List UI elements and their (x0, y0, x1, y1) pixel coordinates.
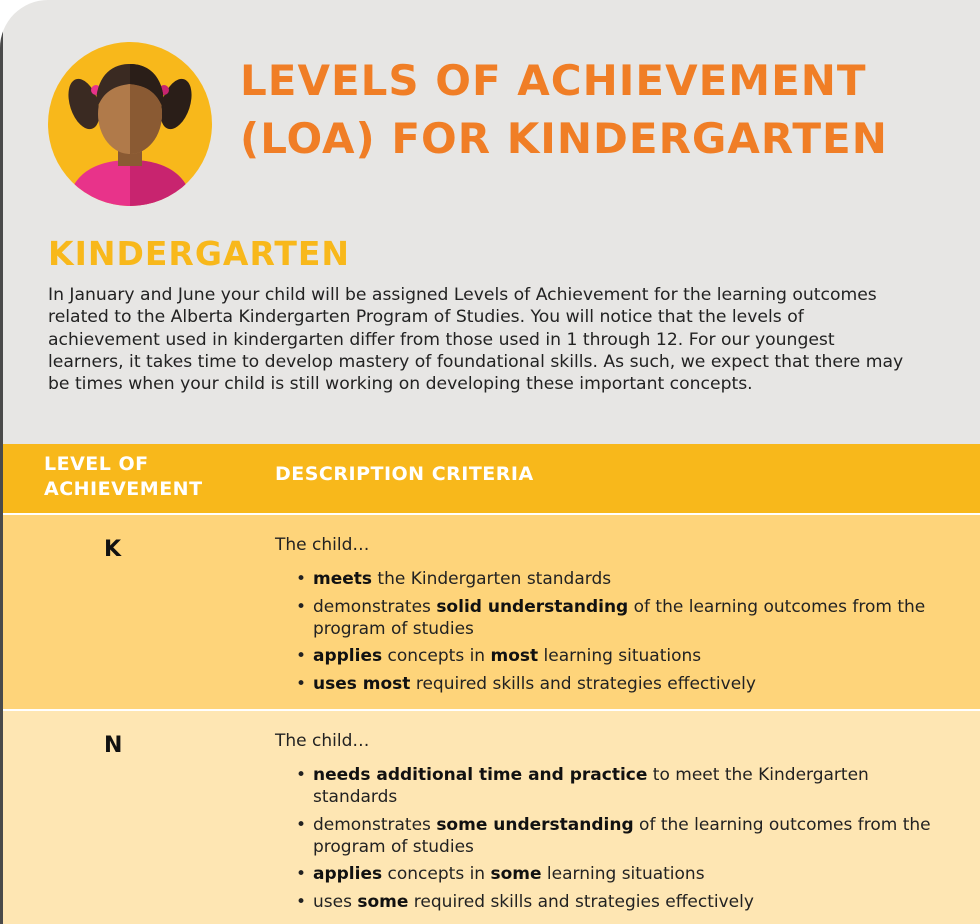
criteria-item (296, 673, 936, 695)
criteria-text: to meet the Kindergarten standards (313, 765, 869, 807)
page-title (240, 52, 888, 168)
level-code: K (104, 537, 122, 562)
column-header-level (44, 452, 244, 502)
criteria-item (296, 764, 936, 808)
criteria-emphasis: meets (313, 569, 373, 589)
criteria-text: of the learning outcomes from the program of studies (313, 814, 931, 857)
criteria-emphasis: some (490, 864, 542, 884)
criteria-list (296, 568, 936, 700)
page-title-line-1: LEVELS OF ACHIEVEMENT (240, 56, 867, 105)
criteria-item (296, 568, 936, 590)
criteria-text: learning situations (541, 864, 705, 884)
column-header-level-line-2: ACHIEVEMENT (44, 478, 203, 500)
criteria-text: required skills and strategies effectively (408, 891, 754, 912)
column-header-description: DESCRIPTION CRITERIA (275, 463, 534, 485)
criteria-text: demonstrates (313, 596, 437, 617)
intro-paragraph: In January and June your child will be assigned Levels of Achievement for the learning outcomes related to the Alberta Kindergarten Program of Studies. You will notice that the levels of achievement used in kindergarten differ from those used in 1 through 12. For our youngest learners, it takes time to develop mastery of foundational skills. As such, we expect that there may be times when your child is still working on developing these important concepts. (48, 285, 904, 395)
criteria-text: concepts in (382, 864, 491, 884)
criteria-emphasis: some (357, 891, 409, 912)
criteria-emphasis: applies (313, 864, 383, 884)
child-girl-icon (48, 42, 212, 206)
table-row (0, 515, 980, 709)
criteria-item (296, 645, 936, 667)
criteria-text: the Kindergarten standards (372, 569, 612, 589)
criteria-item (296, 863, 936, 885)
row-lead-text: The child… (275, 535, 370, 555)
level-code: N (104, 733, 123, 758)
criteria-text: learning situations (538, 646, 702, 666)
criteria-item (296, 814, 936, 858)
table-row (0, 711, 980, 924)
criteria-emphasis: uses most (313, 673, 411, 694)
criteria-emphasis: applies (313, 646, 383, 666)
criteria-item (296, 596, 936, 640)
section-heading: KINDERGARTEN (48, 234, 351, 273)
table-header (0, 444, 980, 513)
page-edge (0, 0, 3, 924)
criteria-emphasis: needs additional time and practice (313, 765, 648, 785)
criteria-text: required skills and strategies effectively (410, 673, 756, 694)
criteria-emphasis: solid understanding (436, 596, 629, 617)
criteria-text: uses (313, 891, 358, 912)
criteria-text: of the learning outcomes from the program of studies (313, 596, 926, 639)
column-header-level-line-1: LEVEL OF (44, 453, 149, 475)
criteria-item (296, 891, 936, 913)
criteria-text: concepts in (382, 646, 491, 666)
criteria-emphasis: most (490, 646, 539, 666)
page-title-line-2: (LOA) FOR KINDERGARTEN (240, 114, 888, 163)
criteria-text: demonstrates (313, 814, 437, 835)
row-lead-text: The child… (275, 731, 370, 751)
criteria-emphasis: some understanding (436, 814, 634, 835)
criteria-list (296, 764, 936, 918)
